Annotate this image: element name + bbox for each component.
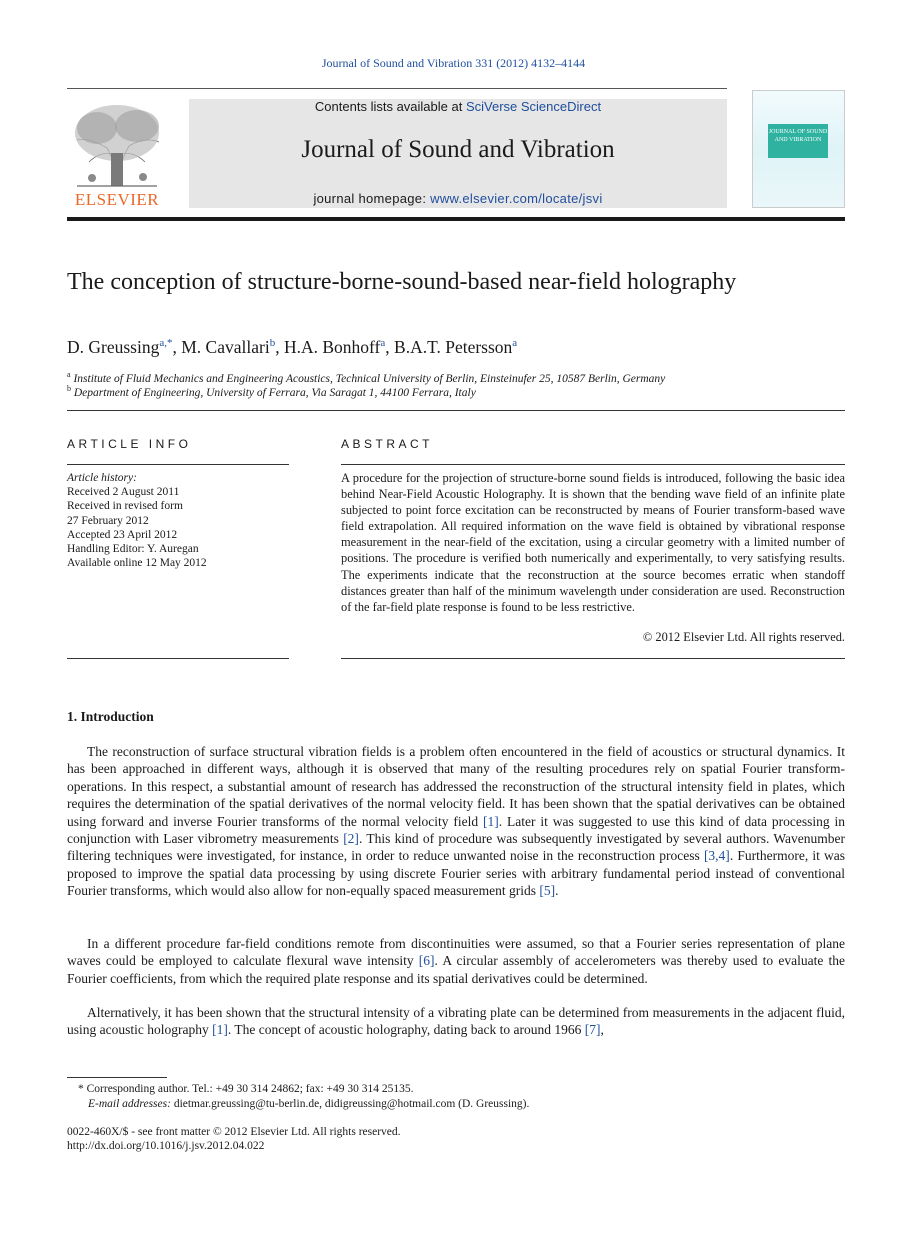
abstract-heading: ABSTRACT — [341, 437, 434, 451]
header-rule — [67, 88, 727, 89]
reference-link[interactable]: [2] — [343, 831, 359, 847]
author-name[interactable]: M. Cavallari — [181, 337, 270, 357]
article-history — [67, 471, 289, 570]
article-info-rule-bottom — [67, 658, 289, 659]
reference-link[interactable]: [7] — [584, 1022, 601, 1038]
reference-link[interactable]: [5] — [539, 883, 556, 899]
affiliation-b — [67, 384, 845, 399]
intro-paragraph-1: The reconstruction of surface structural vibration fields is a problem often encountered in the field of acoustics or structural dynamics. It has been approached in different ways, although it is observed that many of the resulting procedures rely on spatial Fourier transform-operations. In this respect, a substantial amount of research has addressed the reconstruction of the structural intensity field in plates, which requires the determination of the spatial derivatives of the normal velocity field. It has been shown that the spatial derivatives can be obtained using forward and inverse Fourier transforms of the normal velocity field [1]. Later it was suggested to use this kind of data processing in conjunction with Laser vibrometry measurements [2]. This kind of procedure was subsequently investigated by several authors. Wavenumber filtering techniques were investigated, for instance, in order to reduce unwanted noise in the reconstruction process [3,4]. Furthermore, it was proposed to improve the spatial data processing by using discrete Fourier series with arbitrary fundamental period instead of conventional Fourier transforms, which would also allow for non-equally spaced measurement grids [5]. — [67, 744, 845, 899]
contents-prefix: Contents lists available at — [314, 99, 466, 114]
reference-link[interactable]: [3,4] — [703, 848, 730, 864]
author-list: D. Greussing$^{a,*}$, M. Cavallari$^b$, H.A. Bonhoff$^a$, B.A.T. Petersson$^a$ — [67, 337, 518, 357]
reference-link[interactable]: [1] — [212, 1022, 228, 1038]
history-revised-date: 27 February 2012 — [67, 514, 149, 527]
homepage-link[interactable]: www.elsevier.com/locate/jsvi — [430, 191, 603, 206]
history-accepted: Accepted 23 April 2012 — [67, 528, 178, 541]
abstract-rule-top — [341, 464, 845, 465]
journal-citation[interactable]: Journal of Sound and Vibration 331 (2012) 4132–4144 — [321, 56, 586, 70]
doi-link[interactable]: http://dx.doi.org/10.1016/j.jsv.2012.04.022 — [67, 1140, 265, 1152]
homepage-line — [189, 191, 727, 206]
contents-line — [189, 99, 727, 114]
issn-line: 0022-460X/$ - see front matter © 2012 Elsevier Ltd. All rights reserved. — [67, 1126, 401, 1138]
author-name[interactable]: D. Greussing — [67, 337, 160, 357]
author-affiliation-marker[interactable]: a — [380, 337, 386, 350]
author-affiliation-marker[interactable]: a — [512, 337, 518, 350]
author-name[interactable]: B.A.T. Petersson — [394, 337, 513, 357]
email-label: E-mail addresses: — [88, 1098, 171, 1110]
affiliation-rule — [67, 410, 845, 411]
affiliation-a-text: Institute of Fluid Mechanics and Engineering Acoustics, Technical University of Berlin, Einsteinufer 25, 10587 Berlin, Germany — [73, 372, 666, 385]
affiliation-b-text: Department of Engineering, University of Ferrara, Via Saragat 1, 44100 Ferrara, Italy — [73, 386, 476, 399]
sciencedirect-link[interactable]: SciVerse ScienceDirect — [465, 99, 602, 114]
cover-text: JOURNAL OF SOUND AND VIBRATION — [768, 129, 828, 143]
author-name[interactable]: H.A. Bonhoff — [283, 337, 381, 357]
abstract-rule-bottom — [341, 658, 845, 659]
footnote-rule — [67, 1077, 167, 1078]
affiliation-b-marker: b — [67, 384, 71, 393]
copyright-notice: © 2012 Elsevier Ltd. All rights reserved. — [642, 630, 845, 644]
affiliation-a-marker: a — [67, 370, 71, 379]
article-info-heading: ARTICLE INFO — [67, 437, 192, 451]
author-affiliation-marker[interactable]: a,* — [159, 337, 173, 350]
article-title: The conception of structure-borne-sound-based near-field holography — [67, 269, 737, 295]
reference-link[interactable]: [1] — [482, 813, 499, 829]
email-addresses: dietmar.greussing@tu-berlin.de, didigreussing@hotmail.com (D. Greussing). — [170, 1098, 530, 1110]
abstract-text: A procedure for the projection of structure-borne sound fields is introduced, following the basic idea behind Near-Field Acoustic Holography. It is shown that the bending wave field of an infinite plate subjected to point force excitation can be reconstructed by means of Fourier transform-based wave field extrapolation. All required information on the wave field is obtained by vibrational response measurement in the near-field of the excitation, using a circular geometry with a limited number of positions. The procedure is verified both numerically and experimentally, to very satisfying results. The experiments indicate that the reconstruction at the source becomes erratic when standoff distances greater than half of the minimum wavelength under consideration are used. Reconstruction of the far-field plate response is found to be less restrictive. — [341, 471, 845, 614]
corresponding-author-footnote: * Corresponding author. Tel.: +49 30 314 24862; fax: +49 30 314 25135. — [78, 1083, 414, 1095]
email-footnote — [88, 1098, 529, 1110]
article-history-label: Article history: — [67, 472, 137, 484]
journal-title: Journal of Sound and Vibration — [301, 136, 615, 163]
affiliation-a — [67, 370, 845, 385]
author-affiliation-marker[interactable]: b — [269, 337, 276, 350]
intro-paragraph-2: In a different procedure far-field conditions remote from discontinuities were assumed, so that a Fourier series representation of plane waves could be employed to calculate flexural wave intensity [6]. A circular assembly of accelerometers was thereby used to evaluate the Fourier coefficients, from which the required plate response and its spatial derivatives could be determined. — [67, 936, 845, 986]
history-revised-label: Received in revised form — [67, 500, 183, 513]
homepage-prefix: journal homepage: — [313, 191, 431, 206]
reference-link[interactable]: [6] — [418, 953, 435, 969]
history-available-online: Available online 12 May 2012 — [67, 557, 207, 570]
section-heading-introduction: 1. Introduction — [67, 709, 154, 724]
article-info-rule-top — [67, 464, 289, 465]
header-thick-rule — [67, 217, 845, 221]
publisher-name: ELSEVIER — [74, 190, 160, 209]
history-handling-editor: Handling Editor: Y. Auregan — [67, 543, 199, 556]
history-received: Received 2 August 2011 — [67, 486, 180, 499]
intro-paragraph-3: Alternatively, it has been shown that the structural intensity of a vibrating plate can be determined from measurements in the adjacent fluid, using acoustic holography [1]. The concept of acoustic holography, dating back to around 1966 [7], — [67, 1005, 845, 1038]
